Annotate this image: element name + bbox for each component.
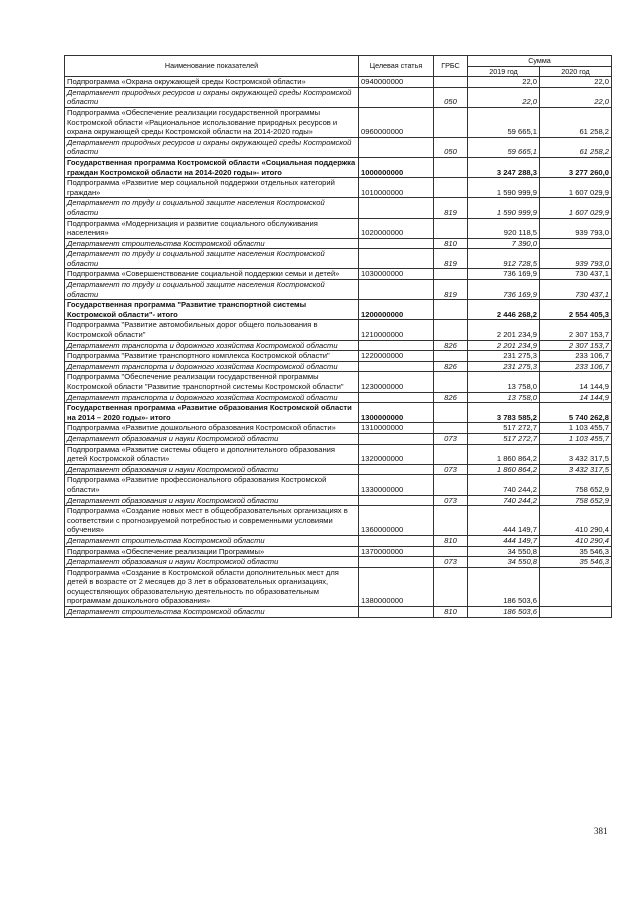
- row-code: 1030000000: [359, 269, 434, 280]
- row-grbs: [434, 475, 468, 495]
- table-row: [65, 238, 612, 249]
- row-grbs: [434, 107, 468, 137]
- row-value-2020: 22,0: [540, 87, 612, 107]
- row-grbs: [434, 320, 468, 340]
- row-name: Департамент строительства Костромской области: [65, 535, 359, 546]
- row-value-2020: 61 258,2: [540, 137, 612, 157]
- row-code: [359, 87, 434, 107]
- row-value-2020: 410 290,4: [540, 535, 612, 546]
- row-code: 1220000000: [359, 351, 434, 362]
- row-code: 1360000000: [359, 506, 434, 536]
- row-grbs: 826: [434, 392, 468, 403]
- row-value-2020: 14 144,9: [540, 392, 612, 403]
- row-value-2020: 233 106,7: [540, 361, 612, 372]
- row-name: Департамент по труду и социальной защите населения Костромской области: [65, 280, 359, 300]
- row-value-2020: 2 307 153,7: [540, 320, 612, 340]
- table-row: [65, 495, 612, 506]
- row-name: Подпрограмма "Развитие автомобильных дорог общего пользования в Костромской области": [65, 320, 359, 340]
- table-row: [65, 464, 612, 475]
- table-row: [65, 372, 612, 392]
- row-value-2020: 410 290,4: [540, 506, 612, 536]
- row-code: [359, 392, 434, 403]
- row-value-2019: 59 665,1: [468, 107, 540, 137]
- row-value-2019: 7 390,0: [468, 238, 540, 249]
- row-value-2020: 1 103 455,7: [540, 423, 612, 434]
- row-value-2019: 740 244,2: [468, 475, 540, 495]
- row-grbs: [434, 546, 468, 557]
- row-name: Подпрограмма «Развитие профессионального образования Костромской области»: [65, 475, 359, 495]
- row-name: Подпрограмма «Обеспечение реализации Программы»: [65, 546, 359, 557]
- row-code: 1210000000: [359, 320, 434, 340]
- row-name: Подпрограмма «Совершенствование социальной поддержки семьи и детей»: [65, 269, 359, 280]
- row-code: 0960000000: [359, 107, 434, 137]
- row-grbs: 073: [434, 557, 468, 568]
- row-code: 1320000000: [359, 444, 434, 464]
- table-row: [65, 557, 612, 568]
- row-grbs: 810: [434, 607, 468, 618]
- table-row: [65, 300, 612, 320]
- row-code: [359, 280, 434, 300]
- table-row: [65, 444, 612, 464]
- row-grbs: 826: [434, 361, 468, 372]
- table-row: [65, 137, 612, 157]
- header-code: Целевая статья: [359, 56, 434, 77]
- row-code: [359, 535, 434, 546]
- table-row: [65, 178, 612, 198]
- row-grbs: [434, 269, 468, 280]
- row-code: [359, 495, 434, 506]
- row-value-2019: 920 118,5: [468, 218, 540, 238]
- table-row: [65, 340, 612, 351]
- row-name: Подпрограмма "Развитие транспортного комплекса Костромской области": [65, 351, 359, 362]
- row-name: Подпрограмма «Развитие мер социальной поддержки отдельных категорий граждан»: [65, 178, 359, 198]
- row-value-2019: 912 728,5: [468, 249, 540, 269]
- table-row: [65, 403, 612, 423]
- row-name: Подпрограмма «Охрана окружающей среды Костромской области»: [65, 77, 359, 88]
- page-number: 381: [594, 826, 608, 836]
- row-value-2019: 517 272,7: [468, 423, 540, 434]
- header-name: Наименование показателей: [65, 56, 359, 77]
- row-grbs: [434, 567, 468, 606]
- row-code: [359, 137, 434, 157]
- row-value-2020: 758 652,9: [540, 475, 612, 495]
- row-name: Подпрограмма «Развитие дошкольного образования Костромской области»: [65, 423, 359, 434]
- row-value-2019: 2 201 234,9: [468, 320, 540, 340]
- table-row: [65, 607, 612, 618]
- row-grbs: [434, 506, 468, 536]
- table-row: [65, 280, 612, 300]
- row-code: [359, 340, 434, 351]
- table-row: [65, 433, 612, 444]
- row-grbs: 819: [434, 280, 468, 300]
- row-name: Департамент транспорта и дорожного хозяйства Костромской области: [65, 392, 359, 403]
- row-code: [359, 607, 434, 618]
- row-grbs: [434, 218, 468, 238]
- row-name: Государственная программа "Развитие транспортной системы Костромской области"- итого: [65, 300, 359, 320]
- header-sum: Сумма: [468, 56, 612, 67]
- table-row: [65, 535, 612, 546]
- row-value-2020: 22,0: [540, 77, 612, 88]
- table-row: [65, 198, 612, 218]
- row-grbs: 050: [434, 87, 468, 107]
- row-name: Подпрограмма «Развитие системы общего и дополнительного образования детей Костромской области»: [65, 444, 359, 464]
- table-row: [65, 423, 612, 434]
- row-value-2020: 730 437,1: [540, 269, 612, 280]
- row-value-2019: 186 503,6: [468, 567, 540, 606]
- row-name: Департамент транспорта и дорожного хозяйства Костромской области: [65, 340, 359, 351]
- row-grbs: [434, 351, 468, 362]
- table-row: [65, 87, 612, 107]
- row-name: Департамент транспорта и дорожного хозяйства Костромской области: [65, 361, 359, 372]
- table-row: [65, 546, 612, 557]
- row-value-2019: 2 446 268,2: [468, 300, 540, 320]
- header-2019: 2019 год: [468, 66, 540, 77]
- row-value-2019: 13 758,0: [468, 392, 540, 403]
- row-value-2020: [540, 567, 612, 606]
- table-body: [65, 77, 612, 617]
- row-code: [359, 198, 434, 218]
- row-value-2019: 736 169,9: [468, 269, 540, 280]
- table-row: [65, 361, 612, 372]
- row-value-2019: 3 247 288,3: [468, 157, 540, 177]
- row-code: [359, 464, 434, 475]
- row-value-2019: 13 758,0: [468, 372, 540, 392]
- row-value-2019: 1 860 864,2: [468, 464, 540, 475]
- row-value-2020: [540, 238, 612, 249]
- row-value-2020: 939 793,0: [540, 218, 612, 238]
- row-value-2019: 22,0: [468, 77, 540, 88]
- row-value-2020: 5 740 262,8: [540, 403, 612, 423]
- table-row: [65, 249, 612, 269]
- row-grbs: 073: [434, 433, 468, 444]
- row-code: [359, 433, 434, 444]
- table-row: [65, 567, 612, 606]
- row-grbs: [434, 300, 468, 320]
- row-value-2019: 22,0: [468, 87, 540, 107]
- row-value-2020: 939 793,0: [540, 249, 612, 269]
- row-value-2020: 1 607 029,9: [540, 198, 612, 218]
- table-row: [65, 351, 612, 362]
- row-grbs: 826: [434, 340, 468, 351]
- row-name: Подпрограмма «Создание новых мест в общеобразовательных организациях в соответствии с прогнозируемой потребностью и современными условиями обучения»: [65, 506, 359, 536]
- table-row: [65, 320, 612, 340]
- row-grbs: [434, 372, 468, 392]
- row-value-2020: 3 432 317,5: [540, 464, 612, 475]
- row-name: Департамент образования и науки Костромской области: [65, 433, 359, 444]
- row-value-2019: 231 275,3: [468, 351, 540, 362]
- table-row: [65, 392, 612, 403]
- row-value-2019: 517 272,7: [468, 433, 540, 444]
- table-header: [65, 56, 612, 77]
- row-value-2019: 59 665,1: [468, 137, 540, 157]
- row-value-2019: 444 149,7: [468, 506, 540, 536]
- row-value-2020: 1 103 455,7: [540, 433, 612, 444]
- row-name: Департамент по труду и социальной защите населения Костромской области: [65, 198, 359, 218]
- row-name: Подпрограмма «Модернизация и развитие социального обслуживания населения»: [65, 218, 359, 238]
- row-value-2020: 2 554 405,3: [540, 300, 612, 320]
- table-row: [65, 475, 612, 495]
- row-value-2019: 1 860 864,2: [468, 444, 540, 464]
- row-code: [359, 249, 434, 269]
- row-value-2020: 61 258,2: [540, 107, 612, 137]
- row-value-2020: 35 546,3: [540, 557, 612, 568]
- row-code: [359, 361, 434, 372]
- budget-table: [64, 55, 612, 618]
- row-name: Департамент образования и науки Костромской области: [65, 495, 359, 506]
- row-grbs: 073: [434, 464, 468, 475]
- table-row: [65, 77, 612, 88]
- row-code: 0940000000: [359, 77, 434, 88]
- row-grbs: 819: [434, 249, 468, 269]
- row-value-2019: 2 201 234,9: [468, 340, 540, 351]
- table-row: [65, 506, 612, 536]
- row-grbs: [434, 423, 468, 434]
- row-value-2020: 3 277 260,0: [540, 157, 612, 177]
- row-value-2020: 2 307 153,7: [540, 340, 612, 351]
- row-code: 1200000000: [359, 300, 434, 320]
- row-name: Департамент природных ресурсов и охраны окружающей среды Костромской области: [65, 87, 359, 107]
- row-value-2019: 736 169,9: [468, 280, 540, 300]
- table-row: [65, 157, 612, 177]
- row-grbs: 810: [434, 238, 468, 249]
- row-name: Подпрограмма «Создание в Костромской области дополнительных мест для детей в возрасте от 2 месяцев до 3 лет в образовательных организациях, осуществляющих образовательную деятельность по образовательным программам дошкольного образования»: [65, 567, 359, 606]
- row-value-2019: 34 550,8: [468, 557, 540, 568]
- row-value-2019: 186 503,6: [468, 607, 540, 618]
- row-grbs: [434, 178, 468, 198]
- row-grbs: [434, 77, 468, 88]
- row-grbs: [434, 157, 468, 177]
- row-name: Департамент природных ресурсов и охраны окружающей среды Костромской области: [65, 137, 359, 157]
- row-value-2019: 1 590 999,9: [468, 178, 540, 198]
- row-value-2019: 1 590 999,9: [468, 198, 540, 218]
- row-grbs: 819: [434, 198, 468, 218]
- row-code: 1000000000: [359, 157, 434, 177]
- row-code: 1010000000: [359, 178, 434, 198]
- row-name: Департамент по труду и социальной защите населения Костромской области: [65, 249, 359, 269]
- row-grbs: 050: [434, 137, 468, 157]
- header-2020: 2020 год: [540, 66, 612, 77]
- row-code: 1300000000: [359, 403, 434, 423]
- row-code: [359, 557, 434, 568]
- row-value-2019: 3 783 585,2: [468, 403, 540, 423]
- row-value-2020: [540, 607, 612, 618]
- table-row: [65, 218, 612, 238]
- row-grbs: [434, 444, 468, 464]
- row-code: 1330000000: [359, 475, 434, 495]
- row-code: 1310000000: [359, 423, 434, 434]
- row-code: [359, 238, 434, 249]
- row-name: Государственная программа «Развитие образования Костромской области на 2014 – 2020 годы»- итого: [65, 403, 359, 423]
- row-value-2020: 730 437,1: [540, 280, 612, 300]
- row-code: 1230000000: [359, 372, 434, 392]
- row-name: Департамент образования и науки Костромской области: [65, 464, 359, 475]
- row-grbs: [434, 403, 468, 423]
- row-name: Подпрограмма "Обеспечение реализации государственной программы Костромской области "Развитие транспортной системы Костромской области": [65, 372, 359, 392]
- row-code: 1380000000: [359, 567, 434, 606]
- row-value-2020: 758 652,9: [540, 495, 612, 506]
- row-value-2019: 231 275,3: [468, 361, 540, 372]
- header-grbs: ГРБС: [434, 56, 468, 77]
- row-value-2020: 14 144,9: [540, 372, 612, 392]
- table-row: [65, 269, 612, 280]
- row-value-2020: 1 607 029,9: [540, 178, 612, 198]
- row-code: 1020000000: [359, 218, 434, 238]
- row-name: Подпрограмма «Обеспечение реализации государственной программы Костромской области «Рациональное использование природных ресурсов и охрана окружающей среды Костромской области на 2014-2020 годы»: [65, 107, 359, 137]
- row-grbs: 810: [434, 535, 468, 546]
- row-code: 1370000000: [359, 546, 434, 557]
- row-value-2020: 233 106,7: [540, 351, 612, 362]
- row-name: Департамент строительства Костромской области: [65, 607, 359, 618]
- row-name: Департамент строительства Костромской области: [65, 238, 359, 249]
- table-row: [65, 107, 612, 137]
- row-name: Департамент образования и науки Костромской области: [65, 557, 359, 568]
- row-value-2020: 3 432 317,5: [540, 444, 612, 464]
- row-name: Государственная программа Костромской области «Социальная поддержка граждан Костромской области на 2014-2020 годы»- итого: [65, 157, 359, 177]
- row-value-2019: 444 149,7: [468, 535, 540, 546]
- row-grbs: 073: [434, 495, 468, 506]
- row-value-2019: 740 244,2: [468, 495, 540, 506]
- row-value-2019: 34 550,8: [468, 546, 540, 557]
- row-value-2020: 35 546,3: [540, 546, 612, 557]
